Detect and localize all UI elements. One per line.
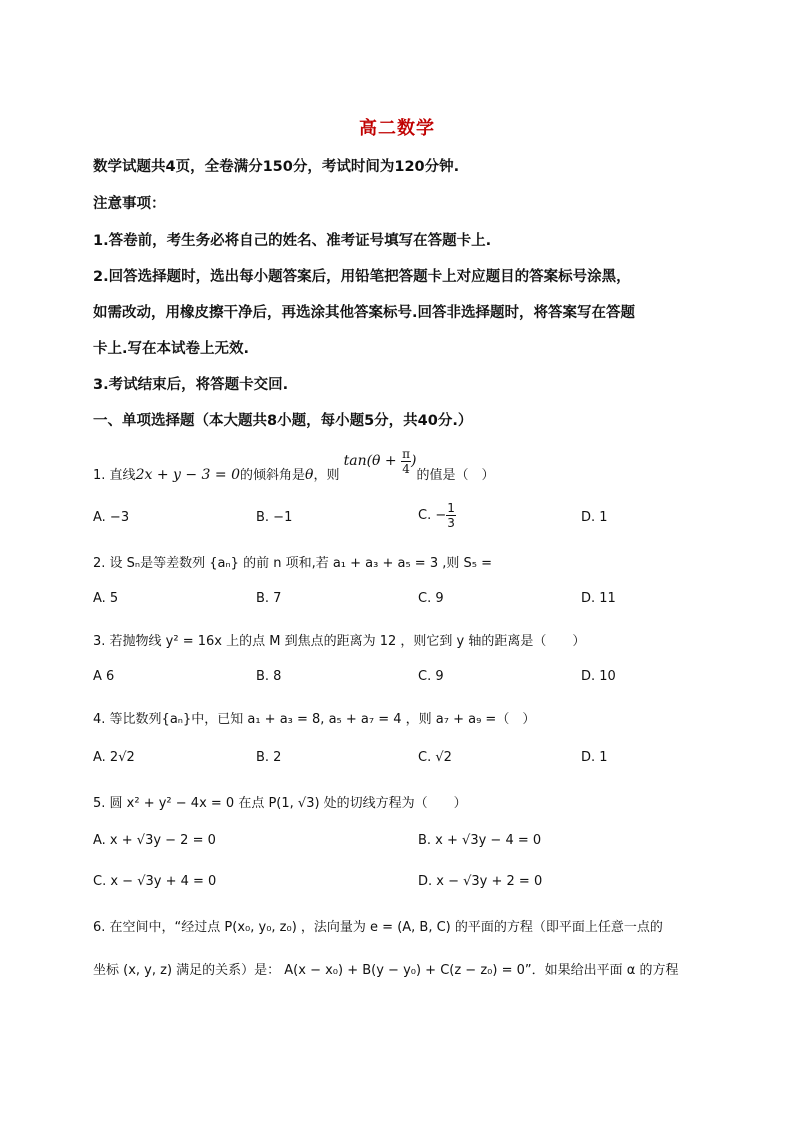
q3-option-b[interactable]: B. 8 xyxy=(256,669,282,684)
question-2 xyxy=(93,552,492,571)
question-number: 5. xyxy=(93,796,106,811)
q5-option-b[interactable]: B. x + √3y − 4 = 0 xyxy=(418,833,542,848)
q3-option-a[interactable]: A 6 xyxy=(93,669,115,684)
question-3 xyxy=(93,630,585,649)
question-text: 若抛物线 y² = 16x 上的点 M 到焦点的距离为 12 ，则它到 y 轴的距离是（ ） xyxy=(109,634,586,649)
q2-option-c[interactable]: C. 9 xyxy=(418,591,444,606)
question-number: 2. xyxy=(93,556,106,571)
question-number: 4. xyxy=(93,712,106,727)
q4-option-a[interactable]: A. 2√2 xyxy=(93,750,135,765)
exam-title: 高二数学 xyxy=(359,118,435,139)
question-1: 1. 直线2x + y − 3 = 0的倾斜角是θ，则 tan(θ + $\frac{\pi}{4}$ )的值是（ ） xyxy=(93,447,495,483)
q4-option-b[interactable]: B. 2 xyxy=(256,750,282,765)
math-expression: θ xyxy=(305,467,314,483)
q4-option-c[interactable]: C. √2 xyxy=(418,750,452,765)
q2-option-b[interactable]: B. 7 xyxy=(256,591,282,606)
q5-option-c[interactable]: C. x − √3y + 4 = 0 xyxy=(93,874,217,889)
question-text-line-1: 在空间中，“经过点 P(x₀, y₀, z₀) ，法向量为 e = (A, B, C) 的平面的方程（即平面上任意一点的 xyxy=(109,920,663,935)
section-heading: 一、单项选择题（本大题共8小题，每小题5分，共40分.） xyxy=(93,413,473,429)
note-line-4: 卡上.写在本试卷上无效. xyxy=(93,341,250,357)
question-5 xyxy=(93,792,467,811)
question-number: 1. xyxy=(93,468,106,483)
question-6-line-2: 坐标 (x, y, z) 满足的关系）是： A(x − x₀) + B(y − y₀) + C(z − z₀) = 0”．如果给出平面 α 的方程 xyxy=(93,963,679,978)
q4-option-d[interactable]: D. 1 xyxy=(581,750,608,765)
q1-option-a[interactable]: A. −3 xyxy=(93,510,130,525)
q1-option-b[interactable]: B. −1 xyxy=(256,510,293,525)
question-text: 圆 x² + y² − 4x = 0 在点 P(1, √3) 处的切线方程为（ ） xyxy=(109,796,467,811)
question-number: 3. xyxy=(93,634,106,649)
exam-intro: 数学试题共4页，全卷满分150分，考试时间为120分钟. xyxy=(93,159,460,175)
q3-option-c[interactable]: C. 9 xyxy=(418,669,444,684)
math-expression: tan(θ + xyxy=(343,453,402,469)
notes-heading: 注意事项： xyxy=(93,196,166,212)
math-expression: 2x + y − 3 = 0 xyxy=(135,467,240,483)
question-6 xyxy=(93,916,663,935)
question-text: 设 Sₙ是等差数列 {aₙ} 的前 n 项和,若 a₁ + a₃ + a₅ = 3 ,则 S₅ = xyxy=(109,556,492,571)
q5-option-a[interactable]: A. x + √3y − 2 = 0 xyxy=(93,833,216,848)
q5-option-d[interactable]: D. x − √3y + 2 = 0 xyxy=(418,874,543,889)
fraction: $\frac{\pi}{4}$ xyxy=(402,447,410,476)
q2-option-a[interactable]: A. 5 xyxy=(93,591,119,606)
q3-option-d[interactable]: D. 10 xyxy=(581,669,616,684)
note-line-2: 2.回答选择题时，选出每小题答案后，用铅笔把答题卡上对应题目的答案标号涂黑， xyxy=(93,269,631,285)
q1-option-d[interactable]: D. 1 xyxy=(581,510,608,525)
note-line-5: 3.考试结束后，将答题卡交回. xyxy=(93,377,289,393)
q2-option-d[interactable]: D. 11 xyxy=(581,591,616,606)
question-4 xyxy=(93,708,535,727)
question-number: 6. xyxy=(93,920,106,935)
note-line-1: 1.答卷前，考生务必将自己的姓名、准考证号填写在答题卡上. xyxy=(93,233,492,249)
note-line-3: 如需改动，用橡皮擦干净后，再选涂其他答案标号.回答非选择题时，将答案写在答题 xyxy=(93,305,636,321)
fraction: $\frac{1}{3}$ xyxy=(447,501,455,530)
q1-option-c[interactable]: C. − $\frac{1}{3}$ xyxy=(418,501,455,530)
question-text: 等比数列{aₙ}中，已知 a₁ + a₃ = 8, a₅ + a₇ = 4 ，则 a₇ + a₉ =（ ） xyxy=(109,712,536,727)
